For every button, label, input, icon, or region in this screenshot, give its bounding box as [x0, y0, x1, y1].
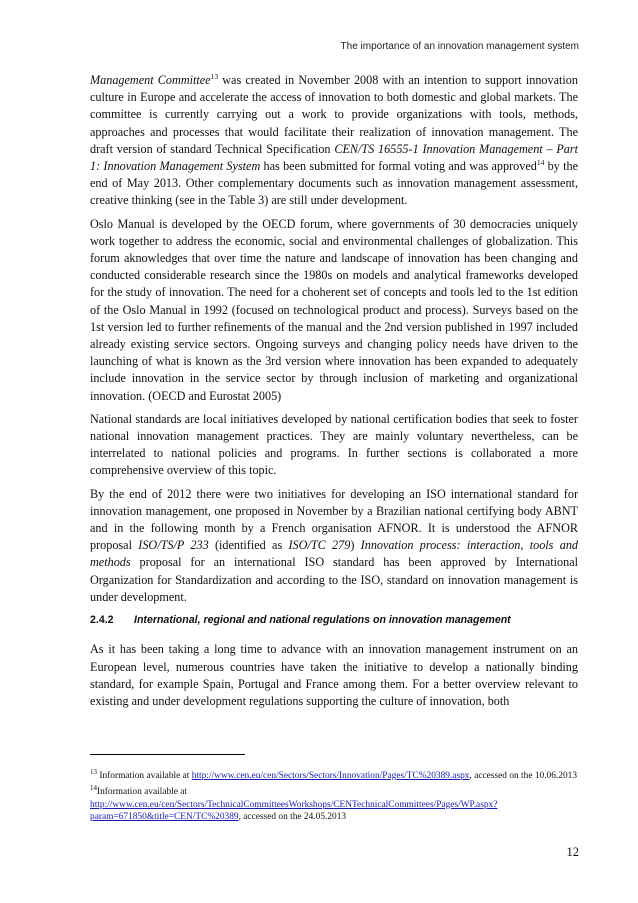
footnote-13-link[interactable]: http://www.cen.eu/cen/Sectors/Sectors/Innovation/Pages/TC%20389.aspx	[191, 771, 470, 782]
p4-text-a: By the end of 2012 there were two initiatives for developing an ISO international standard for innovation management, one proposed in November by a Brazilian national certifying body ABNT and in the following month by a French organisation AFNOR. It is understood the AFNOR proposal	[90, 486, 578, 553]
footnote-14-pre: Information available at	[97, 787, 188, 798]
footnote-13	[90, 766, 580, 782]
paragraph-4	[90, 486, 578, 606]
page-number: 12	[566, 845, 579, 859]
footnote-13-post: , accessed on the 10.06.2013	[469, 771, 578, 782]
p4-text-g: proposal for an international ISO standard has been approved by International Organization for Standardization and according to the ISO, standard on innovation management is under development.	[90, 555, 578, 604]
p4-text-e: )	[350, 538, 361, 553]
section-number: 2.4.2	[90, 614, 114, 627]
paragraph-1	[90, 72, 578, 210]
footnote-ref-13[interactable]: 13	[210, 71, 219, 81]
p1-text-d: has been submitted for formal voting and was approved	[260, 159, 537, 174]
paragraph-2: Oslo Manual is developed by the OECD forum, where governments of 30 democracies uniquely work together to address the economic, social and environmental challenges of globalization. This forum aknowledges that over time the nature and landscape of innovation has been changing and conducted considerable research since the 1980s on models and analytical frameworks developed for the study of innovation. The need for a choherent set of concepts and tools led to the 1st edition of the Oslo Manual in 1992 (focused on technological product and process). Surveys based on the 1st version led to further refinements of the manual and the 2nd version published in 1997 included already existing service sectors. Ongoing surveys and changing policy needs have driven to the launching of what is known as the 3rd version where innovation has been expanded to adequately include innovation in the service sector by through inclusion of marketing and organizational innovation. (OECD and Eurostat 2005)	[90, 216, 578, 403]
innovation-process-title: Innovation process: interaction, tools and methods	[90, 538, 579, 570]
body-text	[90, 72, 578, 716]
footnote-13-pre: Information available at	[97, 771, 192, 782]
section-heading	[90, 612, 578, 629]
iso-tc-279: ISO/TC 279	[288, 538, 351, 553]
p1-text-e: by the end of May 2013. Other complementary documents such as innovation management assessment, creative thinking (see in the Table 3) are still under development.	[90, 159, 578, 208]
footnote-14-post: , accessed on the 24.05.2013	[238, 811, 347, 822]
footnotes	[90, 766, 580, 823]
committee-name: Management Committee	[90, 73, 211, 87]
paragraph-3: National standards are local initiatives developed by national certification bodies that seek to foster national innovation management practices. They are mainly voluntary nevertheless, can be interrelated to national policies and programs. In further sections is collaborated a more comprehensive overview of this topic.	[90, 411, 578, 478]
p4-text-c: (identified as	[208, 538, 289, 553]
section-title: International, regional and national regulations on innovation management	[134, 614, 511, 627]
footnote-14-number: 14	[90, 784, 97, 793]
p1-text-b: was created in November 2008 with an intention to support innovation culture in Europe and accelerate the access of innovation to both domestic and global markets. The committee is currently carrying out a work to provide organizations with tools, methods, approaches and processes that would facilitate their realization of innovation management. The draft version of standard Technical Specification	[90, 73, 578, 156]
footnote-13-number: 13	[90, 768, 97, 776]
footnote-14-link[interactable]: http://www.cen.eu/cen/Sectors/TechnicalCommitteesWorkshops/CENTechnicalCommittees/Pages/WP.aspx?param=671850&title=CEN/TC%20389	[90, 799, 498, 822]
footnote-14	[90, 782, 580, 823]
paragraph-5: As it has been taking a long time to advance with an innovation management instrument on an European level, numerous countries have taken the initiative to develop a nationally binding standard, for example Spain, Portugal and France among them. For a better overview relevant to existing and under development regulations supporting the culture of innovation, both	[90, 642, 578, 708]
footnote-ref-14[interactable]: 14	[536, 157, 545, 167]
running-header: The importance of an innovation management system	[340, 41, 579, 52]
footnote-divider	[90, 754, 245, 755]
iso-ts-p-233: ISO/TS/P 233	[138, 538, 209, 553]
cen-ts-title: CEN/TS 16555-1 Innovation Management – Part 1: Innovation Management System	[90, 141, 579, 174]
